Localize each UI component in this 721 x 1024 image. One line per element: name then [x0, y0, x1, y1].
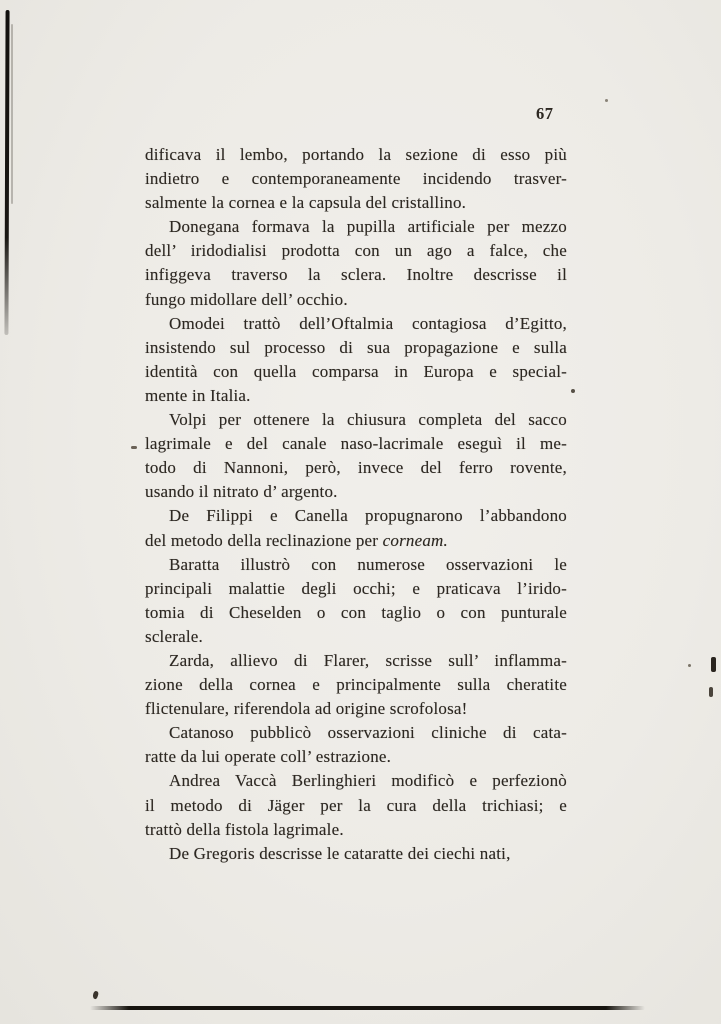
text-line: Donegana formava la pupilla artificiale per mezzo [169, 217, 567, 237]
text-line: todo di Nannoni, però, invece del ferro rovente, [145, 458, 567, 478]
text-line: Catanoso pubblicò osservazioni cliniche di cata- [169, 723, 567, 743]
text-line [145, 529, 567, 553]
scan-artifact-left-bar-echo [11, 24, 13, 204]
text-line: lagrimale e del canale naso-lacrimale eseguì il me- [145, 434, 567, 454]
text-line: indietro e contemporaneamente incidendo trasver- [145, 169, 567, 189]
scan-artifact-bottom-line [90, 1006, 645, 1010]
scan-artifact-speckle [688, 664, 691, 667]
page-number: 67 [536, 104, 554, 123]
scan-artifact-speckle [571, 389, 575, 393]
scan-artifact-speckle [605, 99, 608, 102]
text-block [145, 143, 567, 866]
text-line: dell’ iridodialisi prodotta con un ago a falce, che [145, 241, 567, 261]
text-line: Zarda, allievo di Flarer, scrisse sull’ inflamma- [169, 650, 567, 670]
text-line: De Filippi e Canella propugnarono l’abbandono [169, 506, 567, 526]
text-line: salmente la cornea e la capsula del cristallino. [145, 193, 467, 213]
text-line: identità con quella comparsa in Europa e special- [145, 361, 567, 381]
scan-artifact-right-tick [709, 687, 713, 697]
text-line: flictenulare, riferendola ad origine scrofolosa! [145, 699, 468, 719]
text-line: zione della cornea e principalmente sulla cheratite [145, 675, 567, 695]
text-line: Baratta illustrò con numerose osservazioni le [169, 554, 567, 574]
text-segment: del metodo della reclinazione per [145, 530, 383, 550]
text-line: Andrea Vaccà Berlinghieri modificò e perfezionò [169, 771, 567, 791]
text-line: fungo midollare dell’ occhio. [145, 289, 348, 309]
text-line: il metodo di Jäger per la cura della trichiasi; e [145, 795, 567, 815]
text-line: dificava il lembo, portando la sezione di esso più [145, 145, 567, 164]
text-line: ratte da lui operate coll’ estrazione. [145, 747, 392, 767]
text-line: usando il nitrato d’ argento. [145, 482, 338, 502]
text-line: infiggeva traverso la sclera. Inoltre descrisse il [145, 265, 567, 285]
text-line: Volpi per ottenere la chiusura completa del sacco [169, 410, 567, 430]
scan-artifact-ink-mark [92, 990, 99, 999]
text-line: sclerale. [145, 626, 203, 646]
scan-artifact-left-bar [4, 10, 9, 335]
scan-artifact-right-tick [711, 657, 716, 672]
italic-text: corneam. [382, 530, 448, 550]
text-line: trattò della fistola lagrimale. [145, 819, 344, 839]
text-line: principali malattie degli occhi; e praticava l’irido- [145, 578, 567, 598]
text-line: De Gregoris descrisse le cataratte dei ciechi nati, [169, 843, 511, 863]
text-line: mente in Italia. [145, 385, 251, 405]
text-line: insistendo sul processo di sua propagazione e sulla [145, 337, 567, 357]
text-line: Omodei trattò dell’Oftalmia contagiosa d’Egitto, [169, 313, 567, 333]
text-line: tomia di Cheselden o con taglio o con punturale [145, 602, 567, 622]
scan-artifact-speckle [131, 446, 137, 449]
